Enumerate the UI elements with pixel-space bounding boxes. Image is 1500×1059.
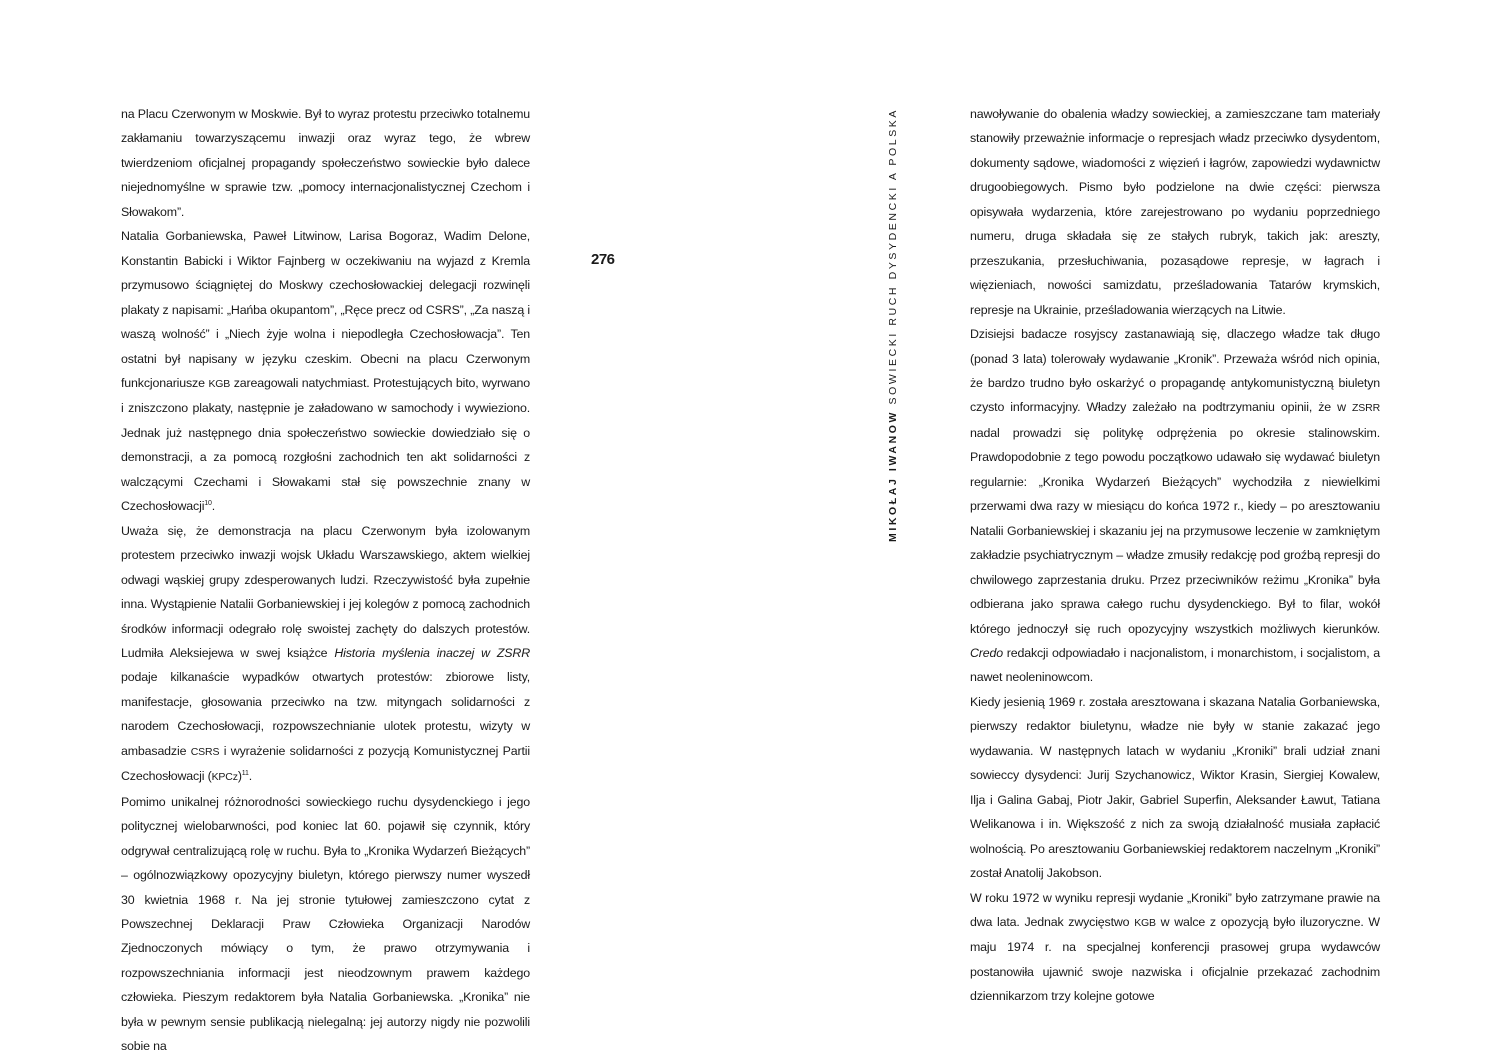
running-head — [887, 108, 899, 542]
right-text-column — [970, 102, 1380, 1009]
page-number: 276 — [591, 251, 615, 268]
text-run: Natalia Gorbaniewska, Paweł Litwinow, Larisa Bogoraz, Wadim Delone, Konstantin Babicki i Wiktor Fajnberg w oczekiwaniu na wyjazd z Kremla przymusowo ściągniętej do Moskwy czechosłowackiej delegacji rozwinęli plakaty z napisami: „Hańba okupantom”, „Ręce precz od CSRS”, „Za naszą i waszą wolność” i „Niech żyje wolna i niepodległa Czechosłowacja”. Ten ostatni był napisany w języku czeskim. Obecni na placu Czerwonym funkcjonariusze — [121, 229, 530, 390]
text-run: ) — [237, 769, 242, 784]
paragraph — [970, 102, 1380, 322]
text-run: KGB — [1134, 916, 1156, 929]
italic-text: Historia myślenia inaczej w ZSRR — [334, 645, 531, 660]
text-run: . — [248, 769, 253, 784]
text-run: w walce z opozycją było iluzoryczne. W maju 1974 r. na specjalnej konferencji prasowej grupa wydawców postanowiła ujawnić swoje nazwiska i oficjalnie przekazać zachodnim dziennikarzom trzy kolejne gotowe — [970, 914, 1380, 1004]
paragraph — [121, 519, 530, 790]
footnote-ref: 11 — [241, 770, 249, 778]
text-run: zareagowali natychmiast. Protestujących bito, wyrwano i zniszczono plakaty, następnie je załadowano w samochody i wywieziono. Jednak już następnego dnia społeczeństwo sowieckie dowiedziało się o demonstracji, a za pomocą rozgłośni zachodnich ten akt solidarności z walczącymi Czechami i Słowakami stał się powszechnie znany w Czechosłowacji — [121, 375, 530, 514]
text-run: KGB — [208, 377, 231, 390]
text-run: KPCz — [211, 771, 238, 784]
running-head-author: MIKOŁAJ IWANOW — [887, 409, 899, 543]
running-head-title: SOWIECKI RUCH DYSYDENCKI A POLSKA — [887, 108, 899, 405]
text-run: W roku 1972 w wyniku represji wydanie „Kroniki” było zatrzymane prawie na dwa lata. Jednak zwycięstwo — [970, 890, 1380, 929]
paragraph — [970, 322, 1380, 690]
text-run: podaje kilkanaście wypadków otwartych protestów: zbiorowe listy, manifestacje, głosowania przeciwko na tzw. mityngach solidarności z narodem Czechosłowacji, rozpowszechnianie ulotek protestu, wizyty w ambasadzie — [121, 670, 530, 758]
paragraph — [121, 102, 530, 224]
text-run: . — [211, 499, 216, 514]
text-run: na Placu Czerwonym w Moskwie. Był to wyraz protestu przeciwko totalnemu zakłamaniu towarzyszącemu inwazji oraz wyraz tego, że wbrew twierdzeniom oficjalnej propagandy społeczeństwo sowieckie było dalece niejednomyślne w sprawie tzw. „pomocy internacjonalistycznej Czechom i Słowakom”. — [121, 107, 530, 219]
text-run: Uważa się, że demonstracja na placu Czerwonym była izolowanym protestem przeciwko inwazji wojsk Układu Warszawskiego, aktem wielkiej odwagi wąskiej grupy zdesperowanych ludzi. Rzeczywistość była zupełnie inna. Wystąpienie Natalii Gorbaniewskiej i jej kolegów z pomocą zachodnich środków informacji odegrało rolę swoistej zachęty do dalszych protestów. Ludmiła Aleksiejewa w swej książce — [121, 523, 530, 660]
left-page — [0, 0, 750, 1054]
text-run: CSRS — [190, 745, 220, 758]
italic-text: Credo — [970, 645, 1003, 660]
text-run: ZSRR — [1352, 402, 1380, 415]
footnote-ref: 10 — [204, 500, 212, 508]
text-run: Pomimo unikalnej różnorodności sowieckiego ruchu dysydenckiego i jego politycznej wielobarwności, pod koniec lat 60. pojawił się czynnik, który odgrywał centralizującą rolę w ruchu. Była to „Kronika Wydarzeń Bieżących” – ogólnozwiązkowy opozycyjny biuletyn, którego pierwszy numer wyszedł 30 kwietnia 1968 r. Na jej stronie tytułowej zamieszczono cytat z Powszechnej Deklaracji Praw Człowieka Organizacji Narodów Zjednoczonych mówiący o tym, że prawo otrzymywania i rozpowszechniania informacji jest nieodzownym prawem każdego człowieka. Pieszym redaktorem była Natalia Gorbaniewska. „Kronika” nie była w pewnym sensie publikacją nielegalną: jej autorzy nigdy nie pozwolili sobie na — [121, 794, 530, 1054]
paragraph — [121, 224, 530, 518]
text-run: nadal prowadzi się politykę odprężenia po okresie stalinowskim. Prawdopodobnie z tego powodu początkowo udawało się wydawać biuletyn regularnie: „Kronika Wydarzeń Bieżących” wychodziła z niewielkimi przerwami dwa razy w miesiącu do końca 1972 r., kiedy – po aresztowaniu Natalii Gorbaniewskiej i skazaniu jej na przymusowe leczenie w zamkniętym zakładzie psychiatrycznym – władze zmusiły redakcję pod groźbą represji do chwilowego zaprzestania druku. Przez przeciwników reżimu „Kronika” była odbierana jako sprawa całego ruchu dysydenckiego. Był to filar, wokół którego jednoczył się ruch opozycyjny wszystkich możliwych kierunków. — [970, 425, 1380, 636]
text-run: Kiedy jesienią 1969 r. została aresztowana i skazana Natalia Gorbaniewska, pierwszy redaktor biuletynu, władze nie były w stanie zakazać jego wydawania. W następnych latach w wydaniu „Kroniki” brali udział znani sowieccy dysydenci: Jurij Szychanowicz, Wiktor Krasin, Siergiej Kowalew, Ilja i Galina Gabaj, Piotr Jakir, Gabriel Superfin, Aleksander Ławut, Tatiana Welikanowa i in. Większość z nich za swoją działalność musiała zapłacić wolnością. Po aresztowaniu Gorbaniewskiej redaktorem naczelnym „Kroniki” został Anatolij Jakobson. — [970, 694, 1380, 881]
text-run: redakcji odpowiadało i nacjonalistom, i monarchistom, i socjalistom, a nawet neoleninowcom. — [970, 645, 1380, 685]
paragraph — [970, 690, 1380, 886]
paragraph — [121, 790, 530, 1059]
paragraph — [970, 886, 1380, 1009]
text-run: Dzisiejsi badacze rosyjscy zastanawiają się, dlaczego władze tak długo (ponad 3 lata) tolerowały wydawanie „Kronik”. Przeważa wśród nich opinia, że bardzo trudno było oskarżyć o propagandę antykomunistyczną biuletyn czysto informacyjny. Władzy zależało na podtrzymaniu opinii, że w — [970, 327, 1380, 415]
right-page — [750, 0, 1500, 1039]
text-run: i wyrażenie solidarności z pozycją Komunistycznej Partii Czechosłowacji ( — [121, 743, 531, 784]
left-text-column — [121, 102, 530, 1059]
text-run: nawoływanie do obalenia władzy sowieckiej, a zamieszczane tam materiały stanowiły przeważnie informacje o represjach władz przeciwko dysydentom, dokumenty sądowe, wiadomości z więzień i łagrów, zapowiedzi wydawnictw drugoobiegowych. Pismo było podzielone na dwie części: pierwsza opisywała wydarzenia, które zarejestrowano po wydaniu poprzedniego numeru, druga składała się ze stałych rubryk, takich jak: areszty, przeszukania, przesłuchiwania, pozasądowe represje, w łagrach i więzieniach, nowości samizdatu, prześladowania Tatarów krymskich, represje na Ukrainie, prześladowania wierzących na Litwie. — [970, 107, 1380, 317]
